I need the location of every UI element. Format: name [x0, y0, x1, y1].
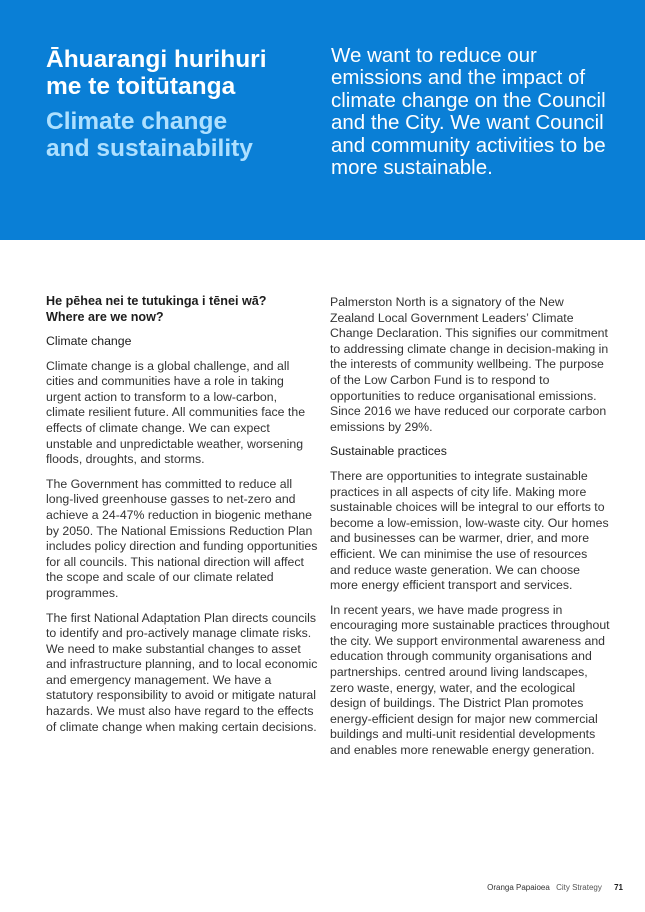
- section-heading: [46, 293, 319, 325]
- title-maori: [46, 46, 316, 100]
- paragraph: In recent years, we have made progress in encouraging more sustainable practices throughout the city. We support environmental awareness and education through community organisations and partnerships. centred around living landscapes, zero waste, energy, water, and the ecological design of buildings. The District Plan promotes energy-efficient design for major new commercial buildings and multi-unit residential developments and enables more renewable energy generation.: [330, 602, 610, 758]
- header-banner: [0, 0, 645, 240]
- paragraph: There are opportunities to integrate sustainable practices in all aspects of city life. Making more sustainable choices will be integral to our efforts to become a low-emission, low-waste city. Our homes and businesses can be warmer, drier, and more efficient. We can minimise the use of resources and reduce waste generation. We can choose more energy efficient transport and services.: [330, 468, 609, 593]
- title-maori-line-2: me te toitūtanga: [46, 73, 236, 100]
- paragraph: Climate change is a global challenge, and all cities and communities have a role in taking urgent action to transform to a low-carbon, climate resilient future. All communities face the effects of climate change. We can expect unstable and unpredictable weather, worsening floods, droughts, and storms.: [46, 358, 306, 467]
- right-column: [330, 295, 610, 768]
- title-english-line-1: Climate change: [46, 108, 228, 135]
- subheading-climate-change: Climate change: [46, 334, 132, 348]
- subheading-sustainable-practices: Sustainable practices: [330, 444, 447, 459]
- paragraph-intro: Palmerston North is a signatory of the New Zealand Local Government Leaders’ Climate Change Declaration. This signifies our commitment to addressing climate change in decision-making in the interests of community wellbeing. The purpose of the Low Carbon Fund is to respond to opportunities to reduce organisational emissions. Since 2016 we have reduced our corporate carbon emissions by 29%.: [330, 295, 609, 434]
- title-english: [46, 108, 316, 162]
- title-maori-line-1: Āhuarangi hurihuri: [46, 46, 267, 73]
- footer-doc-title: City Strategy: [556, 883, 602, 892]
- section-heading-maori: He pēhea nei te tutukinga i tēnei wā?: [46, 294, 267, 308]
- paragraph: The first National Adaptation Plan directs councils to identify and pro-actively manage climate risks. We need to make substantial changes to asset and infrastructure planning, and to local economic and emergency management. We have a statutory responsibility to avoid or mitigate natural hazards. We must also have regard to the effects of climate change when making certain decisions.: [46, 610, 318, 734]
- footer-org: Oranga Papaioea: [487, 883, 550, 892]
- tagline: We want to reduce our emissions and the impact of climate change on the Council and the City. We want Council and community activities to be more sustainable.: [331, 44, 606, 180]
- paragraph: The Government has committed to reduce all long-lived greenhouse gasses to net-zero and achieve a 24-47% reduction in biogenic methane by 2050. The National Emissions Reduction Plan includes policy direction and funding opportunities for all councils. This national direction will affect the scope and scale of our climate related programmes.: [46, 476, 318, 600]
- left-column: [46, 293, 319, 744]
- title-english-line-2: and sustainability: [46, 135, 253, 162]
- page-footer: [487, 883, 623, 893]
- page-number: 71: [614, 883, 623, 892]
- section-heading-english: Where are we now?: [46, 310, 164, 324]
